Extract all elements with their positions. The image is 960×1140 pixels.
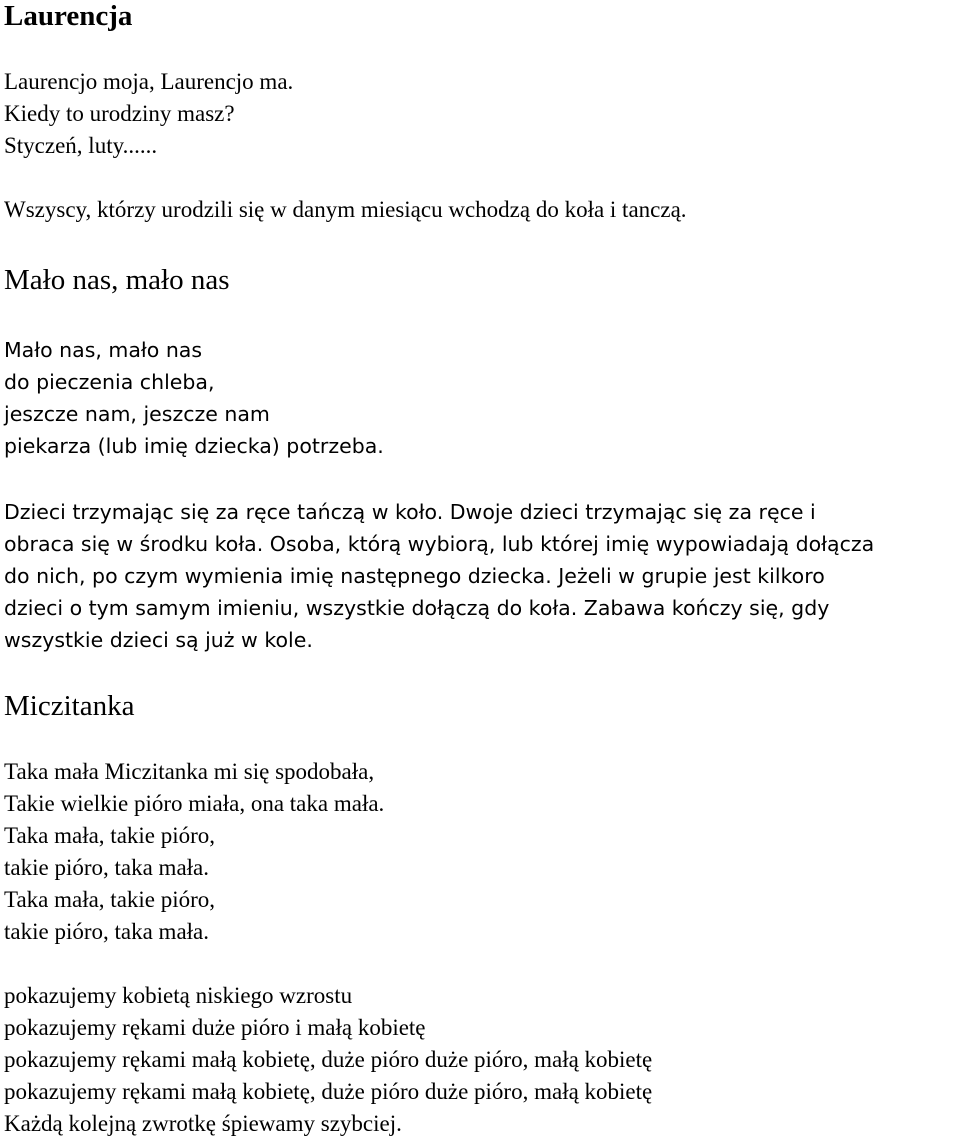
description-line: dzieci o tym samym imieniu, wszystkie dołączą do koła. Zabawa kończy się, gdy	[4, 596, 830, 620]
lyric-line: Mało nas, mało nas	[4, 338, 203, 362]
lyric-line: Taka mała Miczitanka mi się spodobała,	[4, 759, 375, 784]
lyric-line: takie pióro, taka mała.	[4, 919, 210, 944]
lyric-line: Takie wielkie pióro miała, ona taka mała.	[4, 791, 385, 816]
description-line: Dzieci trzymając się za ręce tańczą w koło. Dwoje dzieci trzymając się za ręce i	[4, 500, 816, 524]
lyric-line: jeszcze nam, jeszcze nam	[4, 402, 270, 426]
lyric-line: piekarza (lub imię dziecka) potrzeba.	[4, 434, 384, 458]
description-line: pokazujemy rękami małą kobietę, duże pióro duże pióro, małą kobietę	[4, 1079, 653, 1104]
description-line: Wszyscy, którzy urodzili się w danym miesiącu wchodzą do koła i tanczą.	[4, 197, 687, 222]
game-description	[4, 980, 652, 1140]
lyric-line: takie pióro, taka mała.	[4, 855, 210, 880]
game-description	[4, 496, 874, 656]
description-line: pokazujemy rękami małą kobietę, duże pióro duże pióro, małą kobietę	[4, 1047, 653, 1072]
section-title: Mało nas, mało nas	[4, 264, 230, 296]
song-lyrics	[4, 334, 384, 462]
section-title: Laurencja	[4, 0, 133, 32]
song-lyrics	[4, 66, 293, 162]
description-line: wszystkie dzieci są już w kole.	[4, 628, 313, 652]
lyric-line: Styczeń, luty......	[4, 133, 158, 158]
description-line: pokazujemy rękami duże pióro i małą kobietę	[4, 1015, 426, 1040]
description-line: pokazujemy kobietą niskiego wzrostu	[4, 983, 353, 1008]
section-title: Miczitanka	[4, 690, 135, 722]
game-description	[4, 194, 687, 226]
description-line: Każdą kolejną zwrotkę śpiewamy szybciej.	[4, 1111, 402, 1136]
lyric-line: do pieczenia chleba,	[4, 370, 215, 394]
lyric-line: Taka mała, takie pióro,	[4, 823, 216, 848]
lyric-line: Laurencjo moja, Laurencjo ma.	[4, 69, 294, 94]
lyric-line: Taka mała, takie pióro,	[4, 887, 216, 912]
song-lyrics	[4, 756, 384, 948]
lyric-line: Kiedy to urodziny masz?	[4, 101, 235, 126]
description-line: do nich, po czym wymienia imię następnego dziecka. Jeżeli w grupie jest kilkoro	[4, 564, 825, 588]
description-line: obraca się w środku koła. Osoba, którą wybiorą, lub której imię wypowiadają dołącza	[4, 532, 875, 556]
